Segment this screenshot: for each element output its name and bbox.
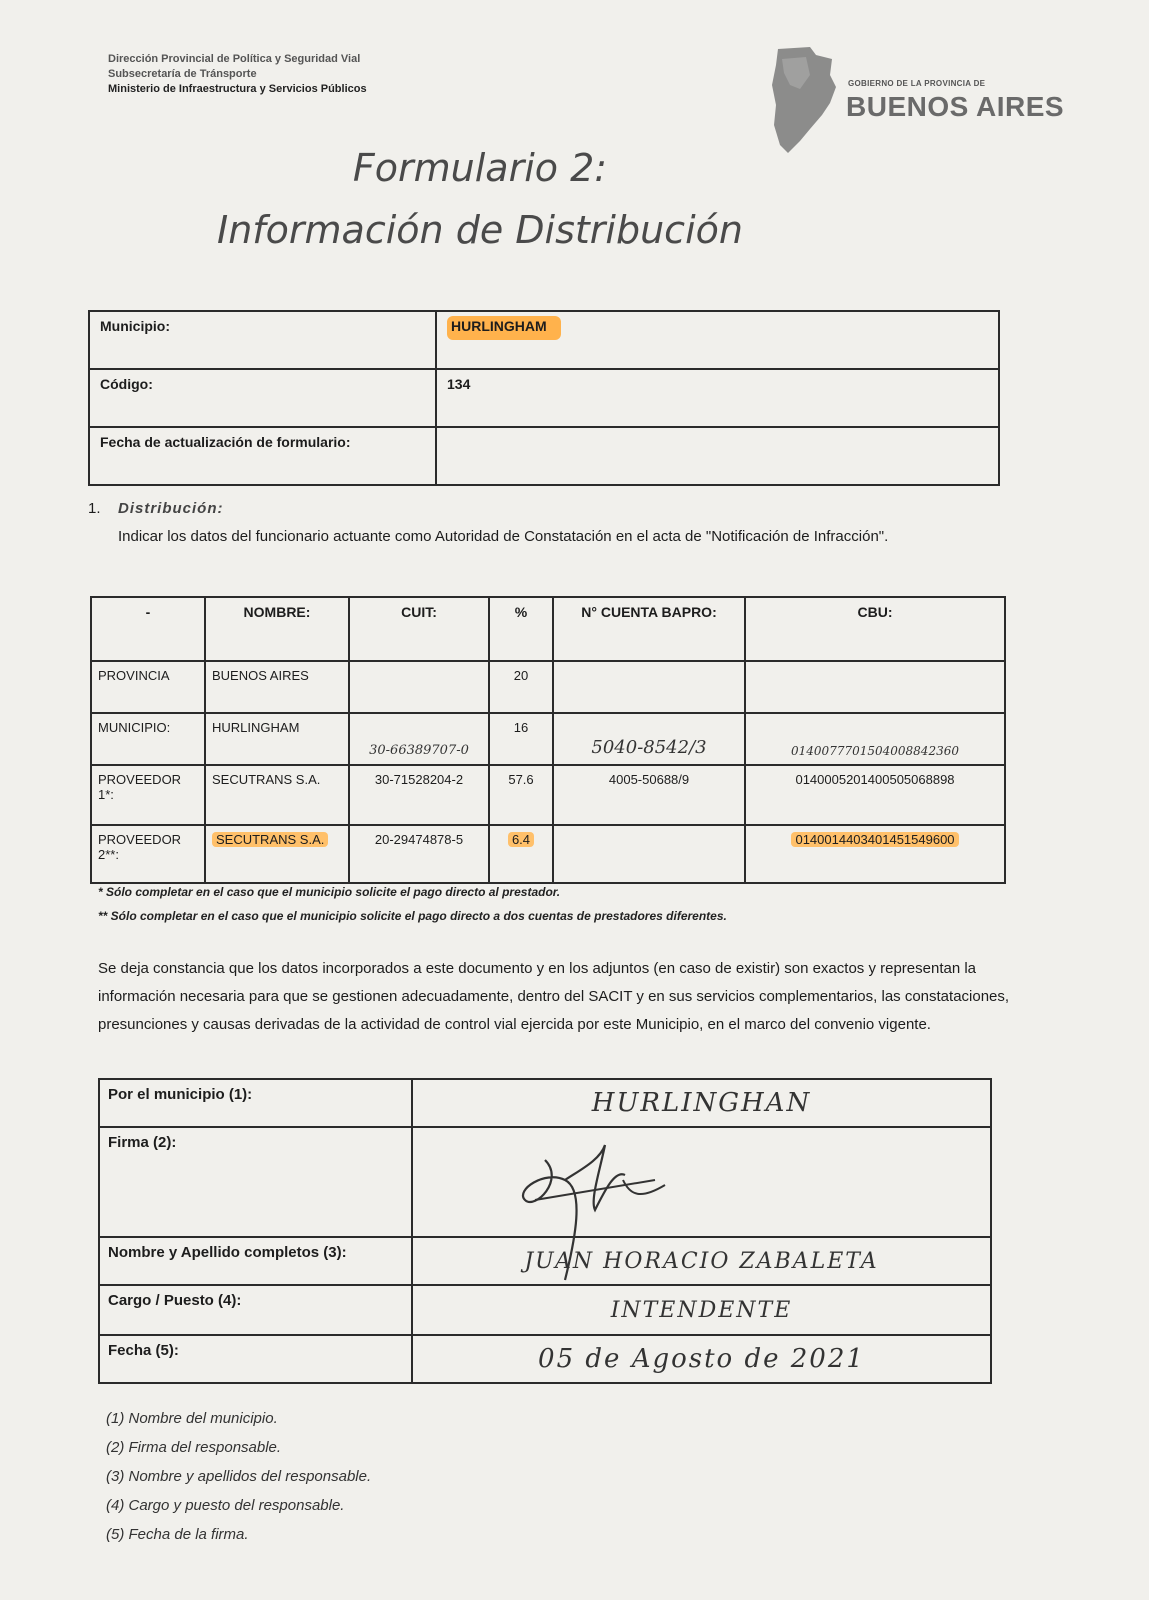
constancia-paragraph: Se deja constancia que los datos incorporados a este documento y en los adjuntos (en caso de existir) son exactos y representan la información necesaria para que se gestionen adecuadamente, dentro del SACIT y en sus servicios complementarios, las constataciones, presunciones y causas derivadas de la actividad de control vial ejercida por este Municipio, en el marco del convenio vigente. — [98, 960, 1010, 1033]
cell-cbu-handwritten — [745, 713, 1005, 765]
sign-row-municipio — [99, 1079, 991, 1127]
sign-firma-label: Firma (2): — [99, 1127, 412, 1237]
sign-nombre-value: JUAN HORACIO ZABALETA — [412, 1237, 991, 1285]
table-row — [91, 825, 1005, 883]
section-number: 1. — [88, 500, 101, 517]
col-header-nombre: NOMBRE: — [205, 597, 349, 661]
fecha-actualizacion-value — [436, 427, 999, 485]
agency-line-3: Ministerio de Infraestructura y Servicios Públicos — [108, 83, 367, 95]
cell-tipo: PROVINCIA — [91, 661, 205, 713]
cell-nombre: BUENOS AIRES — [205, 661, 349, 713]
col-header-cuenta: N° CUENTA BAPRO: — [553, 597, 745, 661]
agency-line-1: Dirección Provincial de Política y Seguridad Vial — [108, 53, 361, 65]
sign-cargo-value: INTENDENTE — [412, 1285, 991, 1335]
form-subtitle: Información de Distribución — [217, 208, 743, 252]
cell-nombre: HURLINGHAM — [205, 713, 349, 765]
cell-cuit: 20-29474878-5 — [349, 825, 489, 883]
table-row — [91, 713, 1005, 765]
sign-row-cargo — [99, 1285, 991, 1335]
fecha-actualizacion-row — [89, 427, 999, 485]
table-row — [91, 765, 1005, 825]
form-title: Formulario 2: — [352, 146, 608, 190]
logo-small-text: GOBIERNO DE LA PROVINCIA DE — [848, 79, 986, 88]
handwritten-signature — [505, 1140, 705, 1290]
sign-municipio-value: HURLINGHAN — [412, 1079, 991, 1127]
cell-cbu-highlight — [745, 825, 1005, 883]
cell-tipo: MUNICIPIO: — [91, 713, 205, 765]
cell-cuenta: 4005-50688/9 — [553, 765, 745, 825]
nombre-highlighted: SECUTRANS S.A. — [212, 832, 328, 847]
footnote-3: (3) Nombre y apellidos del responsable. — [106, 1468, 372, 1485]
cell-cbu: 0140005201400505068898 — [745, 765, 1005, 825]
cell-tipo: PROVEEDOR 1*: — [91, 765, 205, 825]
sign-municipio-label: Por el municipio (1): — [99, 1079, 412, 1127]
codigo-label: Código: — [89, 369, 436, 427]
sign-nombre-label: Nombre y Apellido completos (3): — [99, 1237, 412, 1285]
porcentaje-highlighted: 6.4 — [508, 832, 534, 847]
municipio-row — [89, 311, 999, 369]
agency-header — [108, 52, 367, 97]
codigo-value: 134 — [436, 369, 999, 427]
footnote-2: (2) Firma del responsable. — [106, 1439, 282, 1456]
fecha-actualizacion-label: Fecha de actualización de formulario: — [89, 427, 436, 485]
cell-cbu — [745, 661, 1005, 713]
cell-porcentaje-highlight — [489, 825, 553, 883]
col-header-tipo: - — [91, 597, 205, 661]
footnote-1: (1) Nombre del municipio. — [106, 1410, 278, 1427]
sign-fecha-value: 05 de Agosto de 2021 — [412, 1335, 991, 1383]
col-header-porcentaje: % — [489, 597, 553, 661]
cell-cuit: 30-71528204-2 — [349, 765, 489, 825]
logo-big-text: BUENOS AIRES — [846, 91, 1065, 122]
buenos-aires-logo — [770, 45, 1065, 155]
table-notes — [98, 880, 727, 928]
sign-row-fecha — [99, 1335, 991, 1383]
sign-cargo-label: Cargo / Puesto (4): — [99, 1285, 412, 1335]
cbu-highlighted: 0140014403401451549600 — [791, 832, 958, 847]
note-1: * Sólo completar en el caso que el municipio solicite el pago directo al prestador. — [98, 885, 561, 899]
cell-cuenta-handwritten — [553, 713, 745, 765]
cell-porcentaje: 16 — [489, 713, 553, 765]
province-map-icon — [770, 45, 840, 155]
section-heading: Distribución: — [118, 500, 224, 517]
cell-porcentaje: 57.6 — [489, 765, 553, 825]
cell-nombre: SECUTRANS S.A. — [205, 765, 349, 825]
section-instructions: Indicar los datos del funcionario actuante como Autoridad de Constatación en el acta de "Notificación de Infracción". — [118, 528, 889, 545]
municipio-value: HURLINGHAM — [447, 316, 561, 340]
cuenta-handwritten: 5040-8542/3 — [591, 737, 707, 758]
col-header-cbu: CBU: — [745, 597, 1005, 661]
cbu-handwritten: 0140077701504008842360 — [791, 744, 959, 758]
cell-porcentaje: 20 — [489, 661, 553, 713]
note-2: ** Sólo completar en el caso que el municipio solicite el pago directo a dos cuentas de prestadores diferentes. — [98, 909, 727, 923]
distribution-table — [90, 596, 1006, 884]
footnote-4: (4) Cargo y puesto del responsable. — [106, 1497, 345, 1514]
cell-cuit — [349, 661, 489, 713]
cell-cuenta — [553, 825, 745, 883]
municipio-label: Municipio: — [89, 311, 436, 369]
cell-tipo: PROVEEDOR 2**: — [91, 825, 205, 883]
codigo-row — [89, 369, 999, 427]
table-row — [91, 661, 1005, 713]
sign-fecha-label: Fecha (5): — [99, 1335, 412, 1383]
footnote-5: (5) Fecha de la firma. — [106, 1526, 249, 1543]
cell-nombre-highlight — [205, 825, 349, 883]
cuit-handwritten: 30-66389707-0 — [369, 743, 469, 758]
cell-cuenta — [553, 661, 745, 713]
footnotes — [106, 1404, 371, 1549]
agency-line-2: Subsecretaría de Tránsporte — [108, 68, 257, 80]
distribution-header-row — [91, 597, 1005, 661]
municipio-value-cell — [436, 311, 999, 369]
col-header-cuit: CUIT: — [349, 597, 489, 661]
municipio-table — [88, 310, 1000, 486]
cell-cuit-handwritten — [349, 713, 489, 765]
